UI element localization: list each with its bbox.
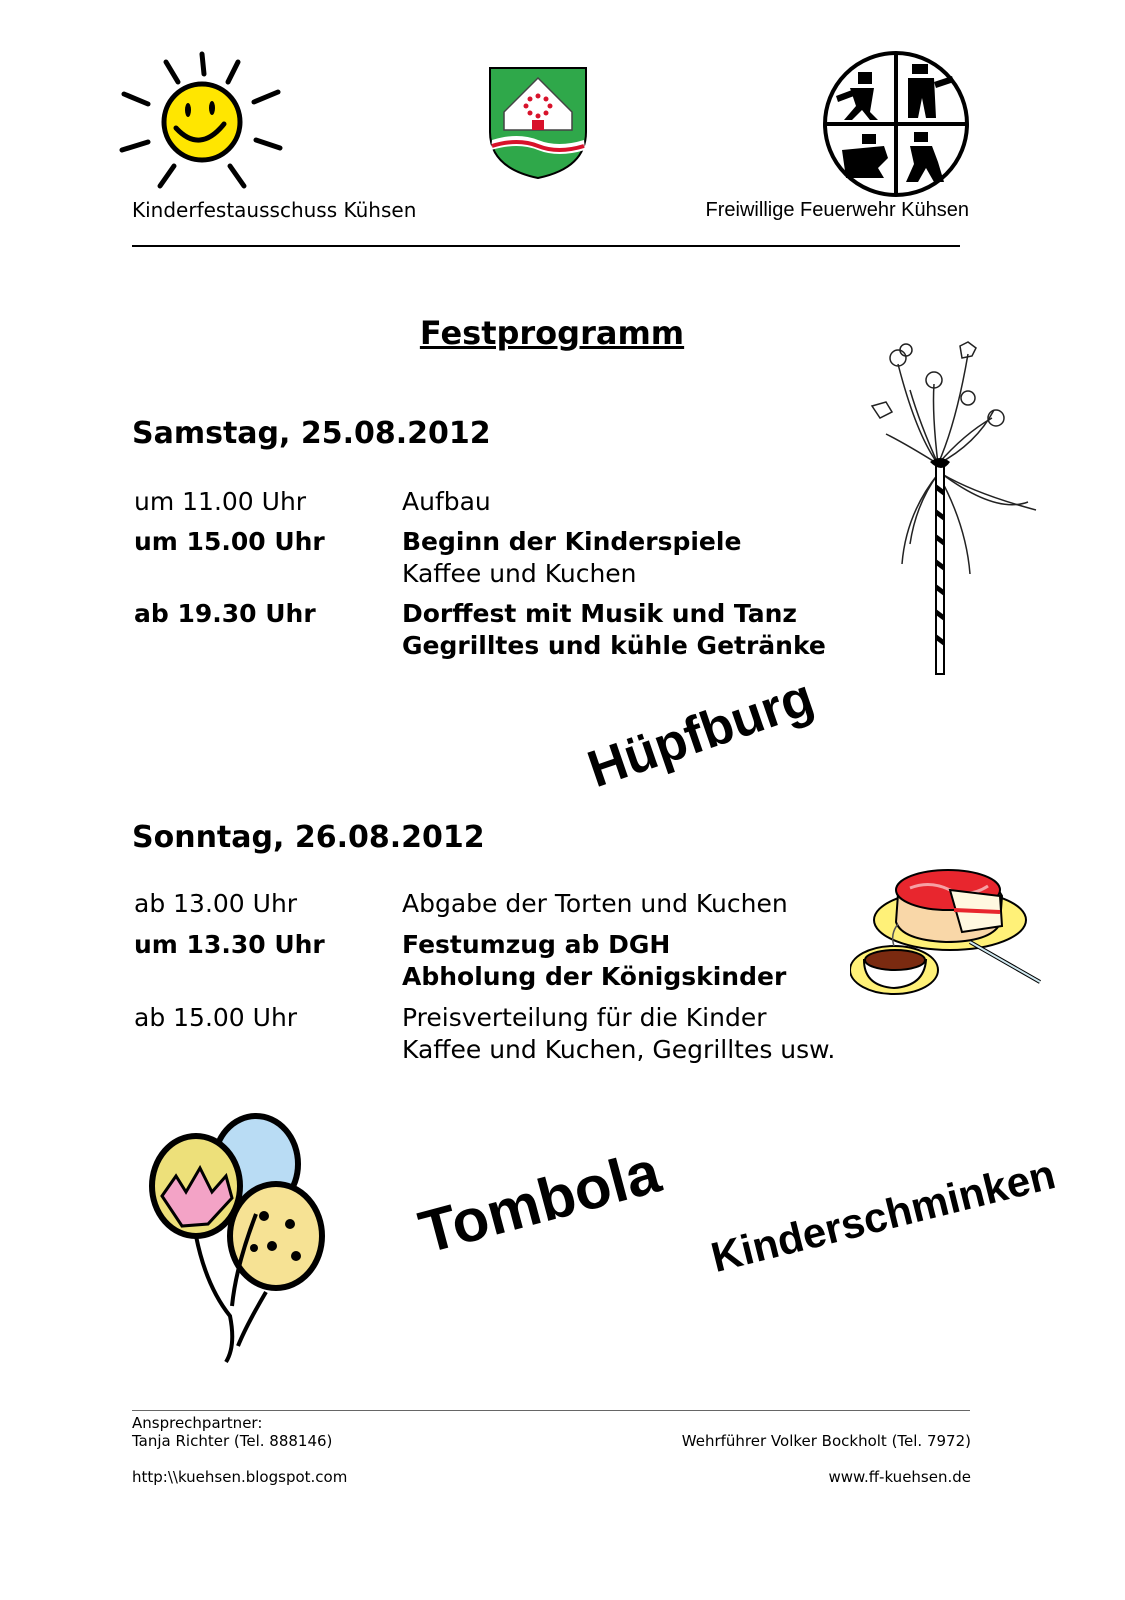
page-title: Festprogramm (419, 314, 685, 352)
sun-desc-2b: Abholung der Königskinder (402, 962, 787, 991)
contact-label: Ansprechpartner: (132, 1414, 263, 1432)
tombola-wordart: Tombola (412, 1137, 667, 1267)
sun-desc-1: Abgabe der Torten und Kuchen (402, 889, 788, 918)
sat-time-3: ab 19.30 Uhr (134, 599, 316, 628)
contact-left: Tanja Richter (Tel. 888146) (132, 1432, 333, 1450)
kinderschminken-wordart: Kinderschminken (706, 1150, 1060, 1282)
maypole-icon (846, 314, 1046, 694)
sun-desc-3a: Preisverteilung für die Kinder (402, 1003, 767, 1032)
sun-time-2: um 13.30 Uhr (134, 930, 325, 959)
sunday-heading: Sonntag, 26.08.2012 (132, 820, 485, 855)
sat-desc-1: Aufbau (402, 487, 491, 516)
huepfburg-wordart: Hüpfburg (580, 668, 821, 800)
sun-logo-icon (118, 46, 286, 196)
sat-time-2: um 15.00 Uhr (134, 527, 325, 556)
sun-desc-2a: Festumzug ab DGH (402, 930, 671, 959)
left-org-label: Kinderfestausschuss Kühsen (132, 198, 417, 222)
contact-right: Wehrführer Volker Bockholt (Tel. 7972) (681, 1432, 971, 1450)
fire-brigade-emblem-icon (822, 50, 970, 198)
sat-desc-3a: Dorffest mit Musik und Tanz (402, 599, 797, 628)
sat-desc-2b: Kaffee und Kuchen (402, 559, 637, 588)
sat-desc-2a: Beginn der Kinderspiele (402, 527, 742, 556)
footer-divider (132, 1410, 970, 1411)
cake-and-coffee-icon (850, 866, 1048, 1010)
right-org-label: Freiwillige Feuerwehr Kühsen (705, 199, 969, 221)
header-divider (132, 245, 960, 247)
sat-time-1: um 11.00 Uhr (134, 487, 307, 516)
blog-link[interactable]: http:\\kuehsen.blogspot.com (132, 1468, 348, 1486)
website-link[interactable]: www.ff-kuehsen.de (828, 1468, 971, 1486)
saturday-heading: Samstag, 25.08.2012 (132, 416, 491, 451)
balloons-icon (146, 1106, 336, 1366)
coat-of-arms-icon (488, 66, 588, 180)
sun-time-3: ab 15.00 Uhr (134, 1003, 298, 1032)
sat-desc-3b: Gegrilltes und kühle Getränke (402, 631, 826, 660)
sun-desc-3b: Kaffee und Kuchen, Gegrilltes usw. (402, 1035, 836, 1064)
sun-time-1: ab 13.00 Uhr (134, 889, 298, 918)
